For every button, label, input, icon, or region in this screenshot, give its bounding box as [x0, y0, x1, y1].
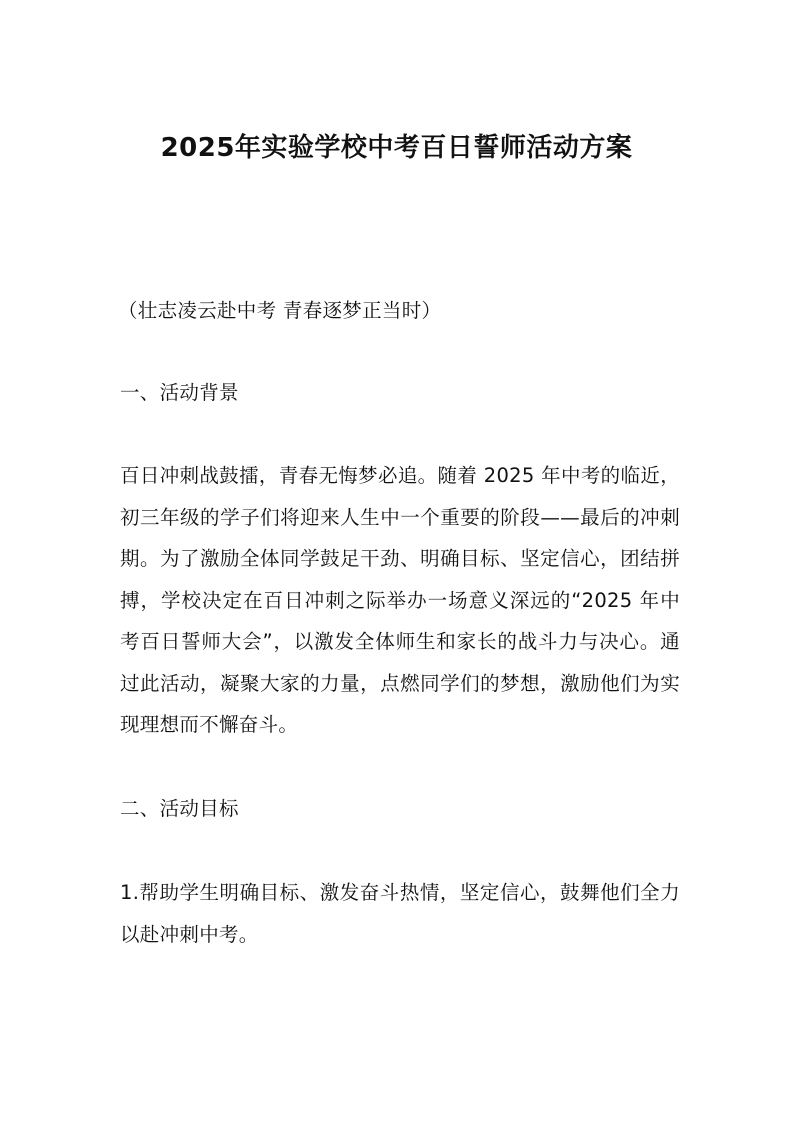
- document-title: 2025年实验学校中考百日誓师活动方案: [160, 133, 633, 163]
- section-heading-goals: 二、活动目标: [120, 797, 239, 820]
- section-paragraph-goal-1: 1.帮助学生明确目标、激发奋斗热情，坚定信心，鼓舞他们全力以赴冲刺中考。: [120, 881, 680, 946]
- section-paragraph-background: 百日冲刺战鼓擂，青春无悔梦必追。随着 2025 年中考的临近，初三年级的学子们将迎来人生中一个重要的阶段——最后的冲刺期。为了激励全体同学鼓足干劲、明确目标、坚定信心，团结拼搏，学校决定在百日冲刺之际举办一场意义深远的“2025 年中考百日誓师大会”，以激发全体师生和家长的战斗力与决心。通过此活动，凝聚大家的力量，点燃同学们的梦想，激励他们为实现理想而不懈奋斗。: [120, 464, 680, 736]
- section-heading-background: 一、活动背景: [120, 381, 239, 404]
- document-subtitle: （壮志凌云赴中考 青春逐梦正当时）: [118, 299, 442, 322]
